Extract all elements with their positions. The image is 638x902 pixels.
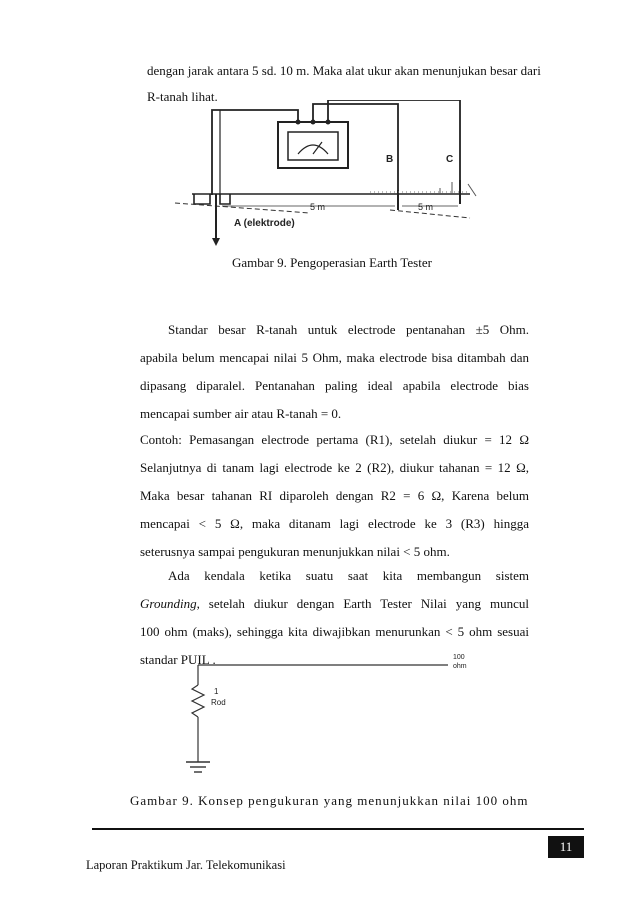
label-c: C (446, 154, 454, 165)
text-line: Contoh: Pemasangan electrode pertama (R1), setelah diukur = 12 Ω (140, 432, 529, 447)
text-line: R-tanah lihat. (147, 89, 218, 104)
label-electrode-a: A (elektrode) (234, 218, 295, 229)
text-line: mencapai sumber air atau R-tanah = 0. (140, 406, 342, 421)
text-line: Maka besar tahanan RI diparoleh dengan R2 = 6 Ω, Karena belum (140, 488, 529, 503)
figure2-caption: Gambar 9. Konsep pengukuran yang menunjukkan nilai 100 ohm (130, 793, 529, 808)
text-line: dipasang diparalel. Pentanahan paling ideal apabila electrode bias (140, 378, 529, 393)
text-line: Ada kendala ketika suatu saat kita membangun sistem (168, 568, 529, 583)
label-distance-2: 5 m (418, 202, 434, 212)
text-line: 100 ohm (maks), sehingga kita diwajibkan menurunkan < 5 ohm sesuai (140, 624, 529, 639)
label-100: 100 (453, 654, 465, 661)
grounding-term: Grounding (140, 596, 197, 611)
text-line (140, 590, 529, 618)
text-line: apabila belum mencapai nilai 5 Ohm, maka electrode bisa ditambah dan (140, 350, 529, 365)
footer-rule (92, 828, 584, 830)
paragraph-standard (140, 316, 529, 428)
text-line: mencapai < 5 Ω, maka ditanam lagi electrode ke 3 (R3) hingga (140, 516, 529, 531)
figure1-caption: Gambar 9. Pengoperasian Earth Tester (232, 255, 432, 270)
ground-symbol (186, 762, 210, 772)
measurement-concept-diagram (178, 650, 478, 785)
text-line: Selanjutnya di tanam lagi electrode ke 2 (R2), diukur tahanan = 12 Ω, (140, 460, 529, 475)
page-number: 11 (548, 836, 584, 858)
label-ohm: ohm (453, 663, 467, 670)
text-line: seterusnya sampai pengukuran menunjukkan nilai < 5 ohm. (140, 544, 450, 559)
label-rod-number: 1 (214, 687, 219, 696)
label-distance-1: 5 m (310, 202, 326, 212)
text-line: dengan jarak antara 5 sd. 10 m. Maka alat ukur akan menunjukan besar dari (147, 63, 541, 78)
paragraph-example (140, 426, 529, 566)
label-b: B (386, 154, 394, 165)
text-line: standar PUIL . (140, 652, 216, 667)
footer-text: Laporan Praktikum Jar. Telekomunikasi (86, 858, 286, 872)
text-fragment: , setelah diukur dengan Earth Tester Nilai yang muncul (196, 596, 529, 611)
text-line: Standar besar R-tanah untuk electrode pentanahan ±5 Ohm. (168, 322, 529, 337)
label-rod: Rod (211, 698, 226, 707)
earth-tester-diagram (170, 100, 490, 250)
rod-resistor (192, 685, 204, 717)
